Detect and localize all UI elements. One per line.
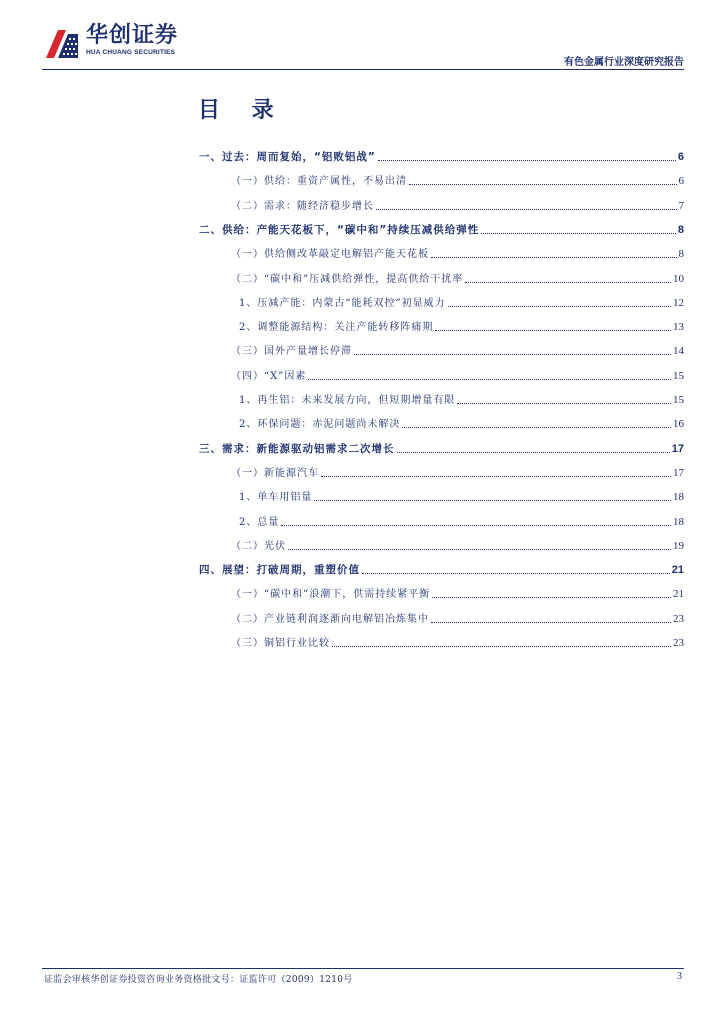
toc-entry[interactable] [231, 271, 684, 287]
toc-dot-leader [448, 305, 671, 307]
toc-title: 目 录 [198, 97, 286, 123]
toc-entry[interactable] [231, 198, 684, 214]
toc-entry-label: 1、单车用铝量 [239, 492, 313, 504]
toc-entry-label: 三、需求：新能源驱动铝需求二次增长 [199, 442, 395, 455]
toc-dot-leader [362, 572, 670, 574]
toc-entry-page: 17 [673, 466, 684, 479]
toc-dot-leader [402, 426, 671, 428]
toc-dot-leader [376, 208, 677, 210]
toc-entry-page: 8 [678, 248, 684, 261]
toc-entry-label: （二）光伏 [231, 540, 286, 552]
toc-entry[interactable] [231, 368, 684, 384]
logo-english-name: HUA CHUANG SECURITIES [86, 49, 176, 56]
toc-entry-page: 16 [673, 418, 684, 431]
toc-entry[interactable] [231, 586, 684, 602]
toc-entry[interactable] [231, 343, 684, 359]
toc-entry-page: 7 [678, 199, 684, 212]
toc-entry-page: 17 [671, 442, 684, 455]
toc-dot-leader [354, 353, 671, 355]
toc-dot-leader [409, 183, 677, 185]
toc-entry-label: 2、调整能源结构：关注产能转移阵痛期 [239, 322, 434, 334]
toc-entry-label: （二）需求：随经济稳步增长 [231, 200, 374, 212]
toc-entry-label: 四、展望：打破周期，重塑价值 [199, 564, 360, 577]
logo-chinese-name: 华创证券 [86, 23, 179, 48]
toc-entry[interactable] [199, 149, 684, 165]
toc-dot-leader [435, 329, 671, 331]
toc-entry[interactable] [231, 246, 684, 262]
toc-entry-label: （二）“碳中和”压减供给弹性，提高供给干扰率 [231, 273, 464, 285]
toc-dot-leader [378, 159, 676, 161]
toc-entry-page: 21 [673, 588, 684, 601]
toc-entry-page: 23 [673, 637, 684, 649]
toc-dot-leader [465, 281, 671, 283]
toc-entry[interactable] [199, 441, 684, 457]
toc-entry[interactable] [231, 611, 684, 627]
toc-entry[interactable] [231, 173, 684, 189]
page-number: 3 [677, 971, 682, 982]
toc-entry[interactable] [231, 538, 684, 554]
toc-entry[interactable] [199, 222, 684, 238]
toc-entry-page: 19 [673, 539, 684, 552]
toc-entry-label: 二、供给：产能天花板下，“碳中和”持续压减供给弹性 [199, 223, 480, 236]
footer-divider [42, 968, 684, 969]
toc-entry[interactable] [239, 392, 684, 408]
toc-entry-label: 1、再生铝：未来发展方向，但短期增量有限 [239, 395, 456, 406]
toc-dot-leader [457, 402, 671, 404]
toc-entry-page: 15 [673, 369, 684, 382]
toc-entry-label: 2、总量 [239, 516, 280, 528]
toc-entry-label: （二）产业链利润逐渐向电解铝冶炼集中 [231, 613, 429, 625]
toc-dot-leader [308, 378, 671, 380]
toc-dot-leader [314, 499, 671, 501]
toc-entry-label: （三）国外产量增长停滞 [231, 346, 352, 358]
toc-dot-leader [481, 232, 676, 234]
toc-entry-label: （四）“X”因素 [231, 370, 307, 382]
toc-entry[interactable] [239, 295, 684, 311]
toc-entry-page: 15 [673, 394, 684, 406]
toc-entry-label: （一）供给：重资产属性，不易出清 [231, 176, 407, 188]
toc-entry-page: 8 [677, 223, 684, 236]
toc-dot-leader [321, 475, 671, 477]
toc-entry-label: （一）供给侧改革敲定电解铝产能天花板 [231, 249, 429, 261]
toc-entry-page: 6 [678, 175, 684, 188]
toc-entry-label: 2、环保问题：赤泥问题尚未解决 [239, 419, 401, 431]
toc-entry[interactable] [231, 635, 684, 651]
toc-entry[interactable] [231, 465, 684, 481]
toc-entry[interactable] [239, 416, 684, 432]
toc-entry-page: 6 [677, 151, 684, 163]
toc-entry-page: 10 [673, 272, 684, 285]
toc-entry-page: 21 [671, 564, 684, 577]
toc-dot-leader [432, 596, 671, 598]
toc-entry[interactable] [199, 562, 684, 578]
toc-entry-label: 一、过去：周而复始，“铝败铝战” [199, 151, 376, 163]
toc-dot-leader [431, 256, 677, 258]
toc-entry-page: 13 [673, 321, 684, 334]
toc-entry-page: 12 [673, 296, 684, 309]
toc-entry[interactable] [239, 489, 684, 505]
toc-entry-label: （三）铜铝行业比较 [231, 638, 330, 649]
toc-entry-label: （一）新能源汽车 [231, 467, 319, 479]
toc-dot-leader [332, 645, 671, 647]
toc-entry[interactable] [239, 319, 684, 335]
toc-entry-label: 1、压减产能：内蒙古“能耗双控”初显威力 [239, 297, 446, 309]
toc-dot-leader [397, 451, 670, 453]
toc-entry-page: 14 [673, 345, 684, 358]
toc-entry[interactable] [239, 514, 684, 530]
toc-entry-page: 18 [673, 491, 684, 504]
toc-dot-leader [431, 621, 671, 623]
footer-license-note: 证监会审核华创证券投资咨询业务资格批文号：证监许可（2009）1210号 [44, 975, 353, 985]
toc-entry-page: 18 [673, 515, 684, 528]
report-type-label: 有色金属行业深度研究报告 [564, 57, 684, 68]
toc-dot-leader [288, 548, 671, 550]
toc-entry-page: 23 [673, 612, 684, 625]
toc-dot-leader [281, 524, 671, 526]
toc-entry-label: （一）“碳中和”浪潮下，供需持续紧平衡 [231, 589, 431, 601]
